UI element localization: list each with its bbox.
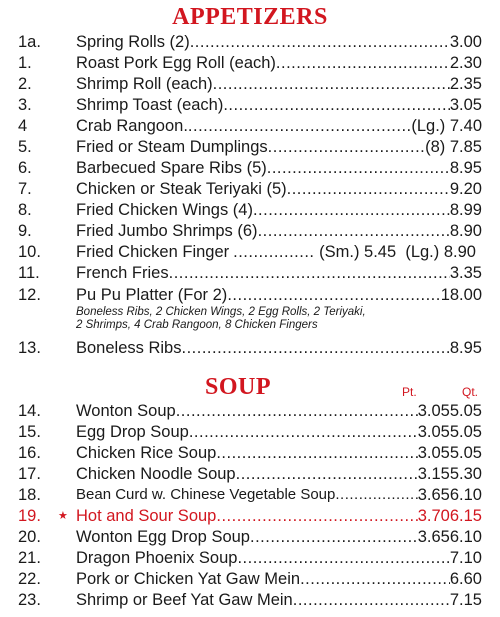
item-name: Pu Pu Platter (For 2) [76, 286, 228, 304]
item-price: 18.00 [440, 286, 482, 304]
item-number: 10. [18, 243, 41, 261]
menu-item [0, 199, 500, 221]
item-name: Shrimp Roll (each) [76, 75, 213, 93]
item-number: 9. [18, 222, 32, 240]
item-price-pint: 3.65 [417, 528, 450, 546]
item-number: 22. [18, 570, 41, 588]
menu-item [0, 94, 500, 116]
item-price-pint: 3.05 [417, 444, 450, 462]
item-name: Fried or Steam Dumplings [76, 138, 268, 156]
item-name: Shrimp or Beef Yat Gaw Mein [76, 591, 293, 609]
menu-item [0, 178, 500, 200]
item-name: Barbecued Spare Ribs (5) [76, 159, 267, 177]
menu-item [0, 73, 500, 95]
menu-item [0, 547, 500, 569]
item-price: 7.10 [449, 549, 482, 567]
item-number: 6. [18, 159, 32, 177]
item-number: 17. [18, 465, 41, 483]
appetizers-heading: APPETIZERS [172, 4, 328, 30]
menu-item [0, 284, 500, 306]
item-number: 3. [18, 96, 32, 114]
item-name: Crab Rangoon. [76, 117, 188, 135]
item-price-quart: 6.10 [449, 528, 482, 546]
item-price: 8.99 [449, 201, 482, 219]
item-number: 5. [18, 138, 32, 156]
item-price-quart: 6.15 [449, 507, 482, 525]
menu-item [0, 463, 500, 485]
menu-item [0, 220, 500, 242]
menu-item [0, 589, 500, 611]
pint-column-header: Pt. [402, 385, 417, 399]
item-number: 14. [18, 402, 41, 420]
item-number: 1a. [18, 33, 41, 51]
menu-item [0, 262, 500, 284]
item-number: 19. [18, 507, 41, 525]
item-price: 2.30 [449, 54, 482, 72]
item-number: 7. [18, 180, 32, 198]
item-price: (Sm.) 5.45 (Lg.) 8.90 [319, 243, 476, 261]
item-price: 8.95 [449, 339, 482, 357]
item-price: (Lg.) 7.40 [411, 117, 482, 135]
item-number: 18. [18, 486, 41, 504]
item-price: 7.15 [449, 591, 482, 609]
item-price: 8.95 [449, 159, 482, 177]
menu-item [0, 136, 500, 158]
item-price-pint: 3.65 [417, 486, 450, 504]
item-number: 8. [18, 201, 32, 219]
item-name: Chicken Noodle Soup [76, 465, 236, 483]
item-number: 21. [18, 549, 41, 567]
item-price-quart: 5.05 [449, 423, 482, 441]
item-number: 1. [18, 54, 32, 72]
menu-item [0, 337, 500, 359]
description-line: Boneless Ribs, 2 Chicken Wings, 2 Egg Rolls, 2 Teriyaki, [76, 306, 366, 318]
item-number: 20. [18, 528, 41, 546]
item-name: Shrimp Toast (each) [76, 96, 224, 114]
star-icon: ★ [58, 510, 68, 522]
item-price-quart: 5.05 [449, 444, 482, 462]
item-number: 11. [18, 264, 40, 282]
item-price: (8) 7.85 [425, 138, 482, 156]
item-name: French Fries [76, 264, 169, 282]
item-price: 6.60 [449, 570, 482, 588]
item-price: 2.35 [449, 75, 482, 93]
menu-item [0, 526, 500, 548]
item-number: 15. [18, 423, 41, 441]
item-number: 23. [18, 591, 41, 609]
menu-item [0, 421, 500, 443]
item-name: Chicken Rice Soup [76, 444, 217, 462]
description-line: 2 Shrimps, 4 Crab Rangoon, 8 Chicken Fingers [76, 319, 318, 331]
item-name: Spring Rolls (2) [76, 33, 190, 51]
item-price: 9.20 [449, 180, 482, 198]
item-name: Fried Jumbo Shrimps (6) [76, 222, 258, 240]
menu-item [0, 115, 500, 137]
quart-column-header: Qt. [462, 385, 479, 399]
item-number: 16. [18, 444, 41, 462]
item-name: Bean Curd w. Chinese Vegetable Soup [76, 486, 336, 503]
menu-item [0, 442, 500, 464]
menu-item [0, 484, 500, 506]
item-price: 3.00 [449, 33, 482, 51]
item-number: 13. [18, 339, 41, 357]
item-name: Fried Chicken Wings (4) [76, 201, 253, 219]
item-number: 12. [18, 286, 41, 304]
item-price-pint: 3.05 [417, 423, 450, 441]
item-name: Boneless Ribs [76, 339, 182, 357]
item-price-quart: 5.05 [449, 402, 482, 420]
item-number: 4 [18, 117, 28, 135]
item-price-pint: 3.05 [417, 402, 450, 420]
item-price-quart: 5.30 [449, 465, 482, 483]
item-name: Wonton Egg Drop Soup [76, 528, 250, 546]
menu-item [0, 52, 500, 74]
menu-item [0, 400, 500, 422]
item-name: Egg Drop Soup [76, 423, 189, 441]
item-name: Wonton Soup [76, 402, 176, 420]
menu-item [0, 157, 500, 179]
item-number: 2. [18, 75, 32, 93]
item-name: Chicken or Steak Teriyaki (5) [76, 180, 287, 198]
item-price-pint: 3.15 [417, 465, 450, 483]
item-name: Roast Pork Egg Roll (each) [76, 54, 276, 72]
item-price-quart: 6.10 [449, 486, 482, 504]
pupu-platter-description [76, 306, 476, 332]
menu-item [0, 241, 500, 263]
item-name: Fried Chicken Finger [76, 243, 230, 261]
item-price: 3.05 [449, 96, 482, 114]
soup-heading: SOUP [204, 374, 271, 400]
menu-item [0, 31, 500, 53]
item-price: 8.90 [449, 222, 482, 240]
item-price: 3.35 [449, 264, 482, 282]
item-name: Dragon Phoenix Soup [76, 549, 238, 567]
item-name: Hot and Sour Soup [76, 507, 217, 525]
menu-item-featured [0, 505, 500, 527]
menu-item [0, 568, 500, 590]
item-price-pint: 3.70 [417, 507, 450, 525]
item-name: Pork or Chicken Yat Gaw Mein [76, 570, 301, 588]
